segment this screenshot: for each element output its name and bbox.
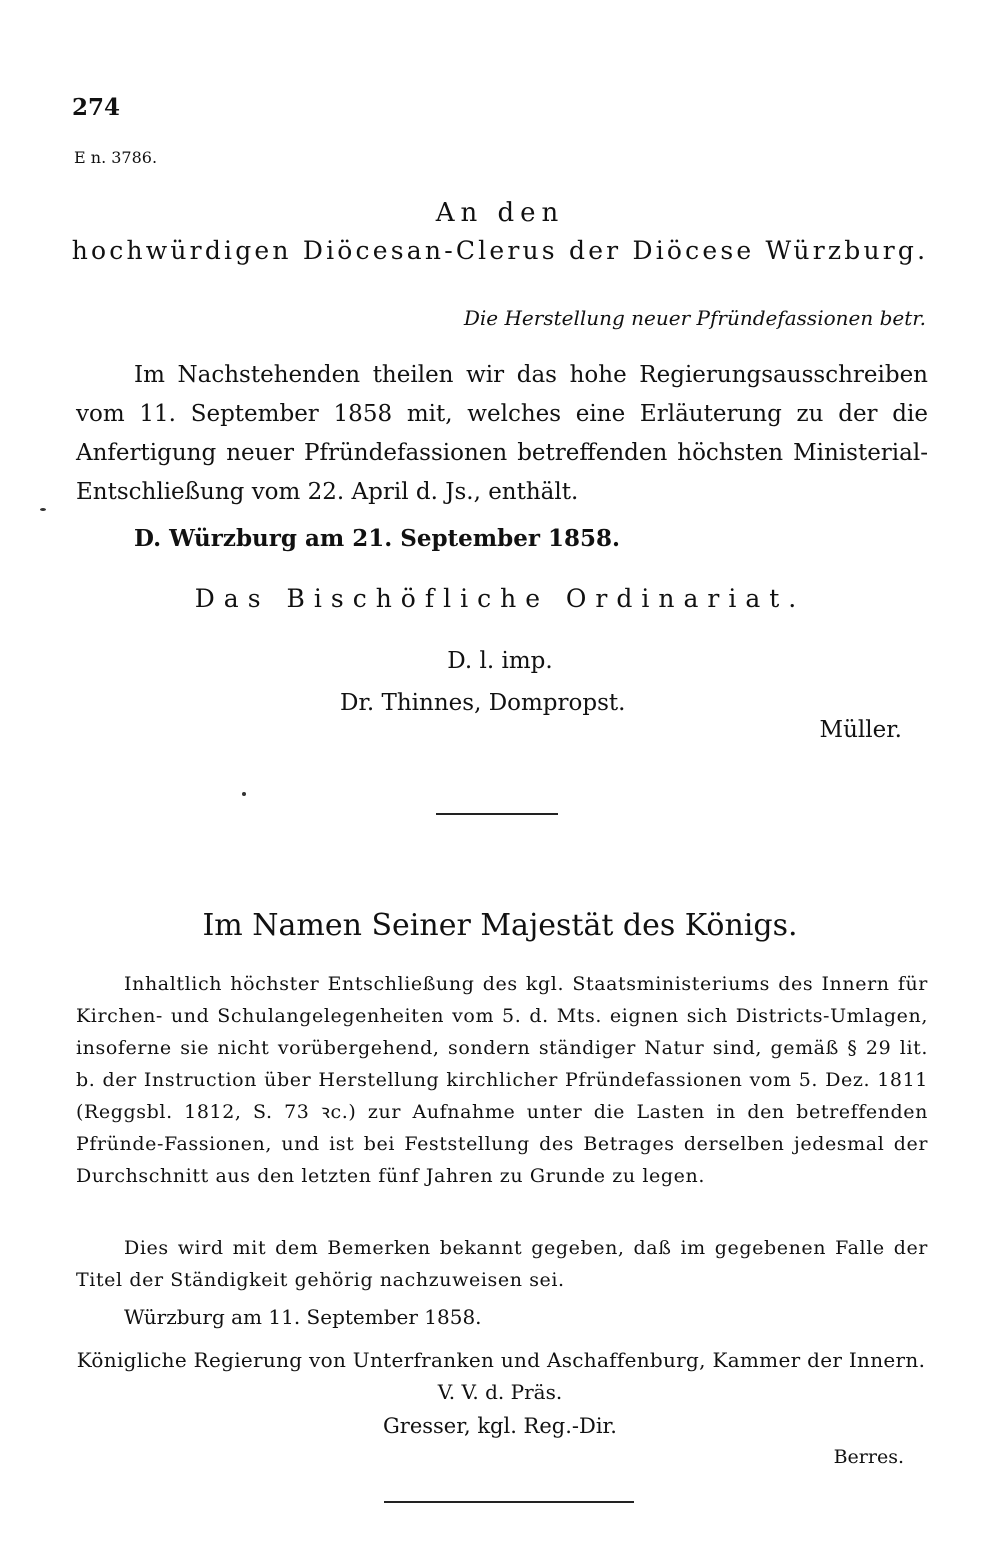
decree-paragraph-1-text: Inhaltlich höchster Entschließung des kgl. Staatsministeriums des Innern für Kirchen- und Schulangelegenheiten vom 5. d. Mts. eignen sich Districts-Umlagen, insoferne sie nicht vorübergehend, sondern ständiger Natur sind, gemäß § 29 lit. b. der Instruction über Herstellung kirchlicher Pfründefassionen vom 5. Dez. 1811 (Reggsbl. 1812, S. 73 ꝛc.) zur Aufnahme unter die Lasten in den betreffenden Pfründe-Fassionen, und ist bei Feststellung des Betrages derselben jedesmal der Durchschnitt aus den letzten fünf Jahren zu Grunde zu legen. (76, 973, 928, 1187)
section-divider (436, 813, 558, 815)
signer-gresser: Gresser, kgl. Reg.-Dir. (383, 1414, 617, 1438)
reference-number: E n. 3786. (74, 148, 158, 167)
print-speck (40, 508, 46, 511)
page-number: 274 (72, 94, 121, 121)
salutation-line-1: An den (435, 198, 565, 228)
government-line: Königliche Regierung von Unterfranken und Aschaffenburg, Kammer der Innern. (76, 1348, 926, 1372)
issuing-authority: Das Bischöfliche Ordinariat. (194, 584, 806, 613)
issue-date: D. Würzburg am 21. September 1858. (134, 525, 620, 552)
end-divider (384, 1501, 634, 1503)
print-speck (242, 792, 246, 796)
decree-heading: Im Namen Seiner Majestät des Königs. (202, 908, 798, 943)
signer-berres: Berres. (833, 1446, 904, 1468)
intro-paragraph-text: Im Nachstehenden theilen wir das hohe Regierungsausschreiben vom 11. September 1858 mit, welches eine Erläuterung zu der die Anfertigung neuer Pfründefassionen betreffenden höchsten Ministerial-Entschließung vom 22. April d. Js., enthält. (76, 362, 928, 505)
vvp-line: V. V. d. Präs. (437, 1380, 563, 1404)
signature-thinnes: Dr. Thinnes, Dompropst. (340, 690, 626, 716)
subject-line: Die Herstellung neuer Pfründefassionen betr. (463, 306, 926, 330)
decree-paragraph-2-text: Dies wird mit dem Bemerken bekannt gegeben, daß im gegebenen Falle der Titel der Ständigkeit gehörig nachzuweisen sei. (76, 1237, 928, 1291)
dl-imp-mark: D. l. imp. (447, 648, 553, 674)
salutation-line-2: hochwürdigen Diöcesan-Clerus der Diöcese Würzburg. (71, 236, 929, 265)
decree-paragraph-2 (76, 1232, 928, 1296)
intro-paragraph (76, 356, 928, 512)
decree-paragraph-1 (76, 968, 928, 1192)
signature-mueller: Müller. (819, 717, 902, 743)
decree-date: Würzburg am 11. September 1858. (124, 1305, 482, 1329)
